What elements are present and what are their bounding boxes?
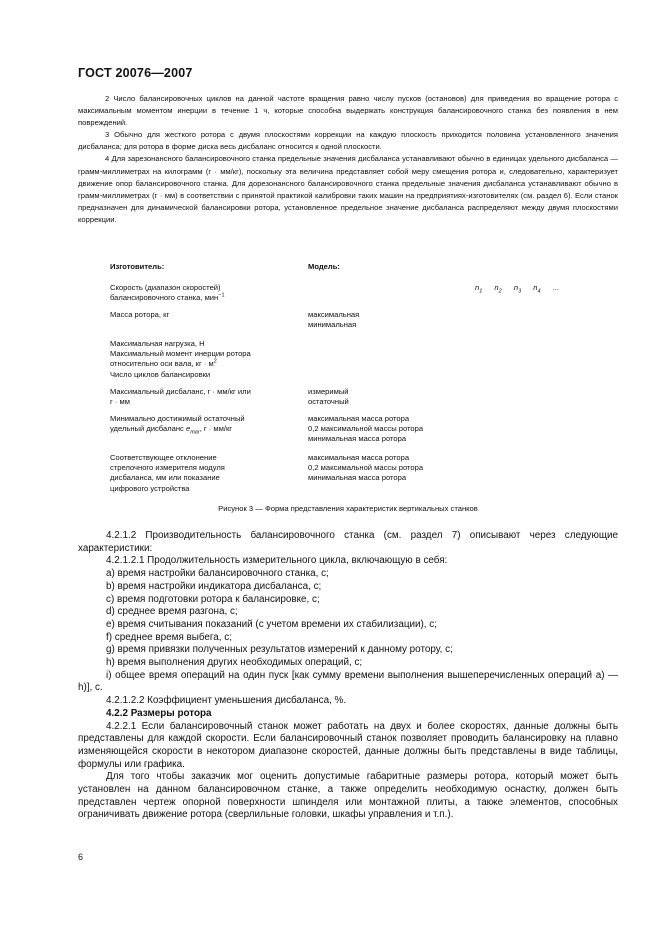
min-residual-label: Минимально достижимый остаточный удельный дисбаланс $e_{mar}$, г · мм/кг: [110, 414, 245, 436]
model-label: Модель:: [308, 262, 340, 271]
list-item: c) время подготовки ротора к балансировке, с;: [106, 593, 320, 605]
list-item: a) время настройки балансировочного станка, с;: [106, 568, 329, 580]
paragraph-4-2-2-1: 4.2.2.1 Если балансировочный станок может работать на двух и более скоростях, данные должны быть представлены для каждой скорости. Если балансировочный станок позволяет проводить балансировку на плавно изменяющейся скорости в некотором диапазоне скоростей, данные должны быть представлены в виде таблицы, формулы или графика.: [78, 720, 618, 770]
standard-header: ГОСТ 20076—2007: [78, 66, 193, 80]
paragraph-dimensions: Для того чтобы заказчик мог оценить допустимые габаритные размеры ротора, который может быть установлен на данном балансировочном станке, а также определить необходимую оснастку, должен быть представлен чертеж опорной поверхности шпинделя или монтажной плиты, а также элементов, способных ограничивать движение ротора (сверлильные головки, шкафы управления и т.п.).: [78, 771, 618, 821]
note-2: 2 Число балансировочных циклов на данной частоте вращения равно числу пусков (остановов) для приведения во вращение ротора с максимальным моментом инерции в течение 1 ч, которые способна выдержать конструкция балансировочного станка без появления в нем повреждений.: [78, 94, 618, 128]
list-item: b) время настройки индикатора дисбаланса, с;: [106, 580, 322, 592]
manufacturer-label: Изготовитель:: [110, 262, 165, 271]
deviation-options: максимальная масса ротора 0,2 максимальной массы ротора минимальная масса ротора: [308, 453, 424, 483]
paragraph-4-2-1-2-1: 4.2.1.2.1 Продолжительность измерительного цикла, включающую в себя:: [106, 555, 448, 567]
speed-label: Скорость (диапазон скоростей) балансировочного станка, мин$^{-1}$: [110, 283, 225, 303]
deviation-label: Соответствующее отклонение стрелочного измерителя модуля дисбаланса, мм или показание цифрового устройства: [110, 453, 225, 493]
list-item: g) время привязки полученных результатов измерений к данному ротору, с;: [106, 644, 453, 656]
mass-options: максимальная минимальная: [308, 310, 360, 330]
list-item: i) общее время операций на один пуск [как сумму времени выполнения вышеперечисленных операций a) — h)], с.: [78, 669, 618, 694]
speed-n2: $n_2$: [494, 283, 502, 295]
speed-n1: $n_1$: [475, 283, 483, 295]
list-item: h) время выполнения других необходимых операций, с;: [106, 657, 363, 669]
unbalance-label: Максимальный дисбаланс, г · мм/кг или г · мм: [110, 387, 251, 407]
load-inertia-label: Максимальная нагрузка, Н Максимальный момент инерции ротора относительно оси вала, кг · $м^2$ Число циклов балансировки: [110, 339, 251, 379]
list-item: e) время считывания показаний (с учетом времени их стабилизации), с;: [106, 618, 437, 630]
speed-n3: $n_3$: [513, 283, 522, 295]
speed-values: [475, 283, 610, 293]
speed-n4: $n_4$: [533, 283, 541, 295]
list-item: d) среднее время разгона, с;: [106, 606, 238, 618]
min-residual-options: максимальная масса ротора 0,2 максимальной массы ротора минимальная масса ротора: [308, 414, 424, 444]
list-item: f) среднее время выбега, с;: [106, 631, 232, 643]
paragraph-4-2-1-2-2: 4.2.1.2.2 Коэффициент уменьшения дисбаланса, %.: [106, 695, 347, 707]
note-4: 4 Для зарезонансного балансировочного станка предельные значения дисбаланса устанавливают обычно в единицах удельного дисбаланса — грамм-миллиметрах на килограмм (г · мм/кг), поскольку эта величина представляет собой меру смещения ротора и, следовательно, характеризует движение опор балансировочного станка. Для дорезонансного балансировочного станка предельные значения дисбаланса устанавливают обычно в грамм-миллиметрах (г · мм) в соответствии с принятой практикой калибровки таких машин на предприятиях-изготовителях (см. раздел 6). Если станок предназначен для динамической балансировки ротора, установленное предельное значение дисбаланса распределяют между двумя плоскостями коррекции.: [78, 154, 618, 224]
mass-label: Масса ротора, кг: [110, 310, 170, 319]
note-3: 3 Обычно для жесткого ротора с двумя плоскостями коррекции на каждую плоскость приходится половина установленного значения дисбаланса; для ротора в форме диска весь дисбаланс относится к одной плоскости.: [78, 130, 618, 152]
section-heading: 4.2.2 Размеры ротора: [106, 707, 212, 719]
body-text: [78, 530, 618, 822]
paragraph-4-2-1-2: 4.2.1.2 Производительность балансировочного станка (см. раздел 7) описывают через следующие характеристики:: [78, 530, 618, 554]
page-number: 6: [78, 852, 84, 862]
notes-block: [78, 93, 618, 226]
speed-ellipsis: ...: [552, 283, 560, 292]
unbalance-options: измеримый остаточный: [308, 387, 349, 407]
figure-caption: Рисунок 3 — Форма представления характеристик вертикальных станков: [218, 504, 478, 513]
